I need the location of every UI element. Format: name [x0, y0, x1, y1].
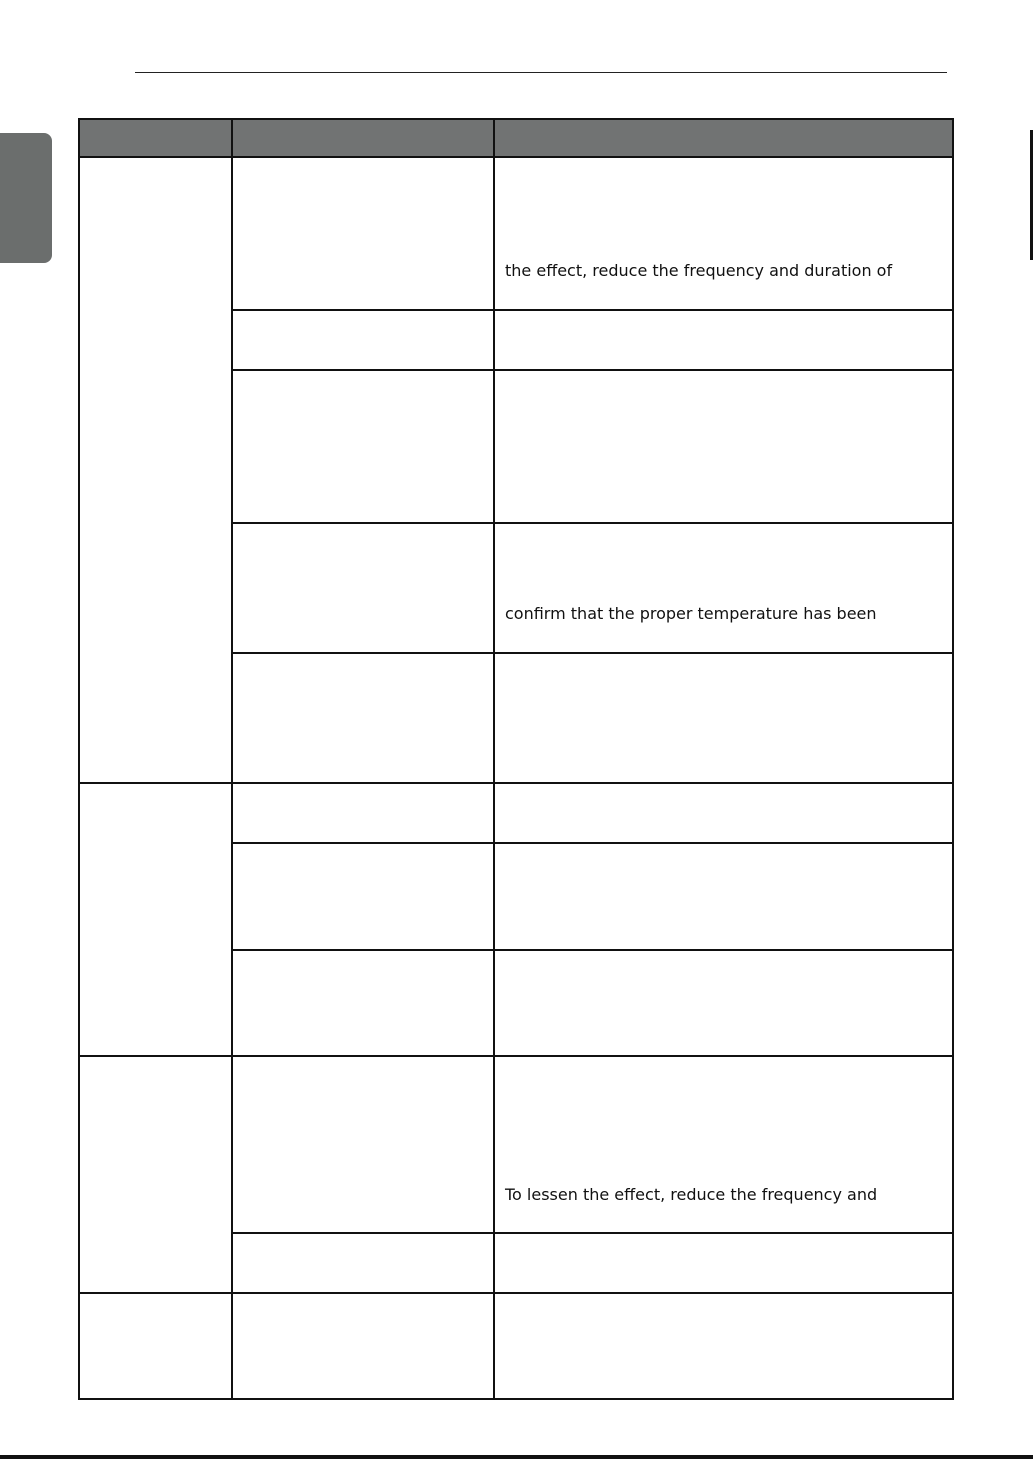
- cause-cell: [232, 1293, 494, 1399]
- table-row: [79, 1293, 953, 1399]
- problem-cell: [79, 1293, 232, 1399]
- troubleshooting-table: [78, 118, 954, 1400]
- cause-cell: [232, 523, 494, 653]
- table-row: [79, 783, 953, 843]
- solution-text: the effect, reduce the frequency and duration of: [505, 261, 893, 280]
- cause-cell: [232, 310, 494, 370]
- solution-text: To lessen the effect, reduce the frequency and: [505, 1185, 878, 1204]
- cause-cell: [232, 157, 494, 310]
- problem-cell: [79, 157, 232, 783]
- solution-cell: [494, 1293, 953, 1399]
- header-rule: [135, 72, 947, 73]
- problem-cell: [79, 783, 232, 1056]
- solution-cell: [494, 843, 953, 950]
- solution-cell: [494, 370, 953, 523]
- solution-cell: [494, 157, 953, 310]
- cause-cell: [232, 843, 494, 950]
- cause-cell: [232, 783, 494, 843]
- table-header-row: [79, 119, 953, 157]
- cause-cell: [232, 653, 494, 783]
- section-tab: [0, 133, 52, 263]
- cause-cell: [232, 1056, 494, 1233]
- solution-cell: [494, 783, 953, 843]
- solution-cell: [494, 653, 953, 783]
- footer-rule: [0, 1455, 1033, 1459]
- solution-cell: [494, 1056, 953, 1233]
- solution-cell: [494, 310, 953, 370]
- table-row: [79, 1056, 953, 1233]
- column-header-possible-cause: [232, 119, 494, 157]
- solution-cell: [494, 1233, 953, 1293]
- solution-text: confirm that the proper temperature has been: [505, 604, 877, 623]
- cause-cell: [232, 1233, 494, 1293]
- column-header-solution: [494, 119, 953, 157]
- column-header-problem: [79, 119, 232, 157]
- table-row: [79, 157, 953, 310]
- problem-cell: [79, 1056, 232, 1293]
- cause-cell: [232, 370, 494, 523]
- cause-cell: [232, 950, 494, 1056]
- solution-cell: [494, 523, 953, 653]
- solution-cell: [494, 950, 953, 1056]
